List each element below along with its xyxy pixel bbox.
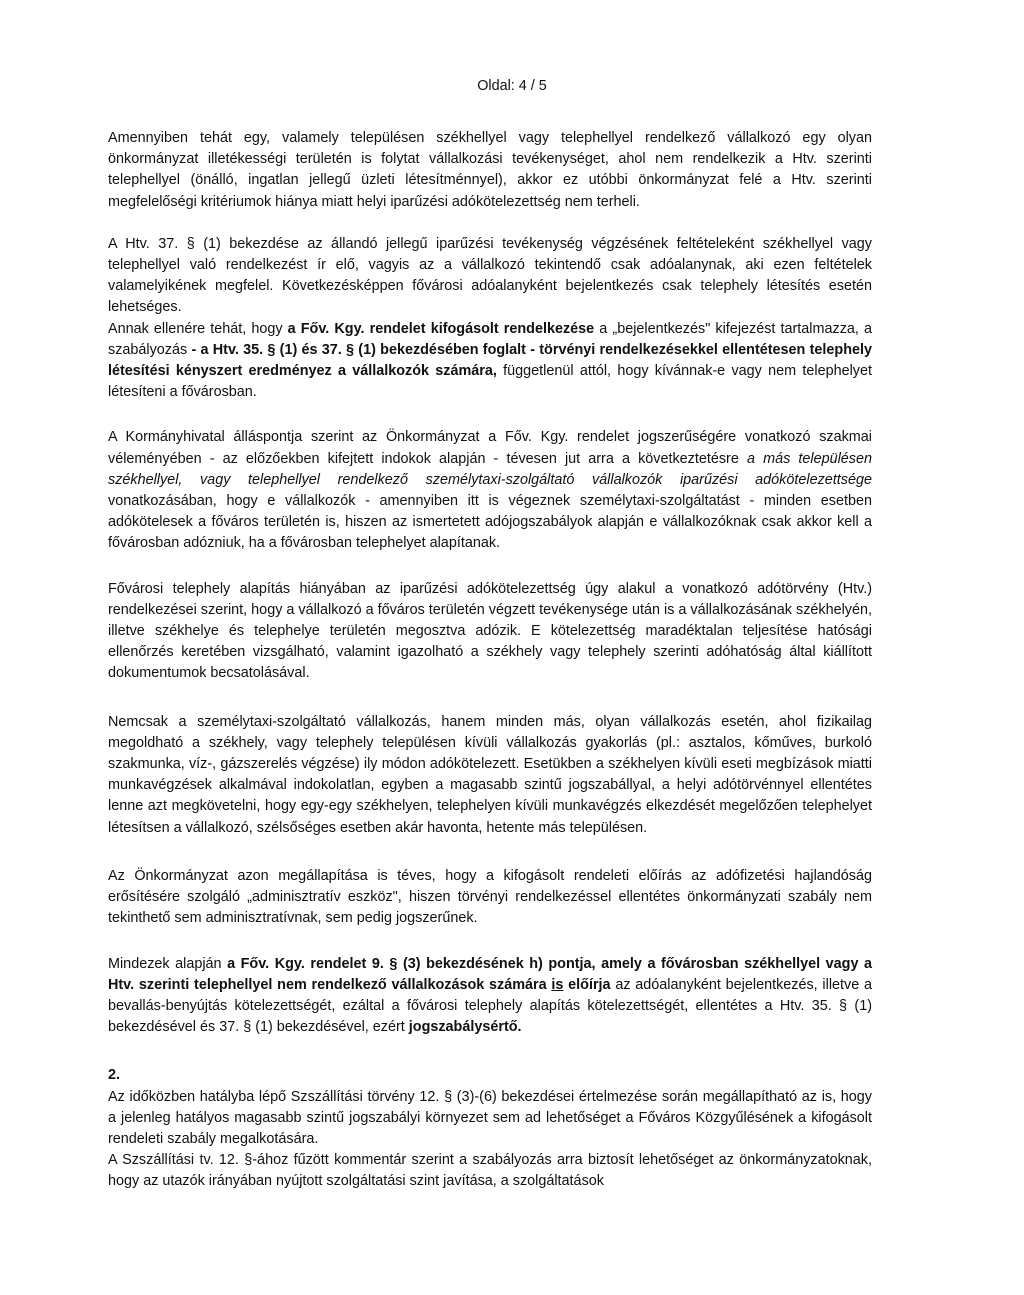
- p8-bold-1: a Főv. Kgy. rendelet 9. § (3) bekezdésének h) pontja, amely a fővárosban székhellyel vagy a Htv. szerinti telephellyel nem rendelkező vállalkozások számára: [108, 955, 872, 993]
- paragraph-10: A Szszállítási tv. 12. §-ához fűzött kommentár szerint a szabályozás arra biztosít lehetőséget az önkormányzatoknak, hogy az utazók irányában nyújtott szolgáltatási szint javítása, a szolgáltatások: [108, 1152, 872, 1190]
- paragraph-3: [108, 319, 872, 404]
- p3-text-3: függetlenül attól, hogy kívánnak-e vagy nem telephelyet létesíteni a fővárosban.: [108, 363, 872, 401]
- paragraph-4: [108, 427, 872, 554]
- p3-bold-1: a Főv. Kgy. rendelet kifogásolt rendelkezése: [287, 320, 595, 337]
- p4-text-2: vonatkozásában, hogy e vállalkozók - amennyiben itt is végeznek személytaxi-szolgáltatást - minden esetben adókötelesek a főváros területén is, hiszen az ismertetett adójogszabályok alapján e vállalkozóknak csak akkor kell a fővárosban adózniuk, ha a fővárosban telephelyet alapítanak.: [108, 493, 872, 552]
- paragraph-1: Amennyiben tehát egy, valamely településen székhellyel vagy telephellyel rendelkező vállalkozó egy olyan önkormányzat illetékességi területén is folytat vállalkozási tevékenységet, ahol nem rendelkezik a Htv. szerinti telephellyel (önálló, ingatlan jellegű üzleti létesítménnyel), akkor ez utóbbi önkormányzat felé a Htv. szerinti megfelelőségi kritériumok hiánya miatt helyi iparűzési adókötelezettség nem terheli.: [108, 130, 872, 210]
- paragraph-7: Az Önkormányzat azon megállapítása is téves, hogy a kifogásolt rendeleti előírás az adófizetési hajlandóság erősítésére szolgáló „adminisztratív eszköz", hiszen törvényi rendelkezéssel ellentétes önkormányzati szabály nem tekinthető sem adminisztratívnak, sem pedig jogszerűnek.: [108, 867, 872, 927]
- p8-text-2: az adóalanyként bejelentkezés, illetve a bevallás-benyújtás kötelezettségét, ezáltal a fővárosi telephely alapítás kötelezettségét, ellentétes a Htv. 35. § (1) bekezdésével és 37. § (1) bekezdésével, ezért: [108, 976, 872, 1036]
- p3-bold-2: - a Htv. 35. § (1) és 37. § (1) bekezdésében foglalt - törvényi rendelkezésekkel ellentétesen telephely létesítési kényszert eredményez a vállalkozók számára,: [108, 341, 872, 380]
- paragraph-5: Fővárosi telephely alapítás hiányában az iparűzési adókötelezettség úgy alakul a vonatkozó adótörvény (Htv.) rendelkezései szerint, hogy a vállalkozó a főváros területén végzett tevékenysége után is a vállalkozásának székhelyén, illetve székhelye és telephelye területén megosztva adózik. E kötelezettség maradéktalan teljesítése hatósági ellenőrzés keretében vizsgálható, valamint igazolható a székhely vagy telephely szerinti adóhatóság által kiállított dokumentumok becsatolásával.: [108, 580, 872, 682]
- section-number: 2.: [108, 1067, 121, 1084]
- p3-text-1: Annak ellenére tehát, hogy: [108, 320, 288, 337]
- p8-bold-2: előírja: [563, 976, 611, 993]
- p4-italic-1: a más településen székhellyel, vagy telephellyel rendelkező személytaxi-szolgáltató vállalkozók iparűzési adókötelezettsége: [108, 450, 872, 488]
- paragraph-2: A Htv. 37. § (1) bekezdése az állandó jellegű iparűzési tevékenység végzésének feltételeként székhellyel vagy telephellyel való rendelkezést ír elő, vagyis az a vállalkozó tekintendő csak adóalanynak, aki ezen feltételek valamelyikének megfelel. Következésképpen fővárosi adóalanyként bejelentkezés csak telephely létesítés esetén lehetséges.: [108, 235, 872, 316]
- p4-text-1: A Kormányhivatal álláspontja szerint az Önkormányzat a Főv. Kgy. rendelet jogszerűségére vonatkozó szakmai véleményében - az előzőekben kifejtett indokok alapján - tévesen jut arra a következtetésre: [108, 429, 872, 467]
- p8-bold-underlined: is: [551, 976, 564, 993]
- paragraph-9: Az időközben hatályba lépő Szszállítási törvény 12. § (3)-(6) bekezdései értelmezése során megállapítható az is, hogy a jelenleg hatályos magasabb szintű jogszabályi környezet sem ad lehetőséget a Főváros Közgyűlésének a kifogásolt rendeleti szabály megalkotására.: [108, 1088, 872, 1147]
- p8-bold-3: jogszabálysértő.: [408, 1019, 522, 1036]
- p3-text-2: a „bejelentkezés" kifejezést tartalmazza, a szabályozás: [108, 320, 873, 358]
- document-body: [108, 128, 872, 1193]
- p8-text-1: Mindezek alapján: [108, 955, 228, 972]
- paragraph-6: Nemcsak a személytaxi-szolgáltató vállalkozás, hanem minden más, olyan vállalkozás esetén, ahol fizikailag megoldható a székhely, vagy telephely településen kívüli vállalkozás gyakorlás (pl.: asztalos, kőműves, burkoló szakmunka, víz-, gázszerelés végzése) ily módon adókötelezett. Esetükben a székhelyen kívüli eseti megbízások miatti munkavégzések alkalmával indokolatlan, egyben a magasabb szintű jogszabállyal, a helyi adótörvénnyel ellentétes lenne azt megkövetelni, hogy egy-egy székhelyen, telephelyen kívüli munkavégzés elkezdését megelőzően telephelyet létesítsen a vállalkozó, szélsőséges esetben akár havonta, hetente más településen.: [108, 713, 872, 836]
- page-number-header: Oldal: 4 / 5: [477, 78, 547, 94]
- paragraph-8: [108, 954, 872, 1039]
